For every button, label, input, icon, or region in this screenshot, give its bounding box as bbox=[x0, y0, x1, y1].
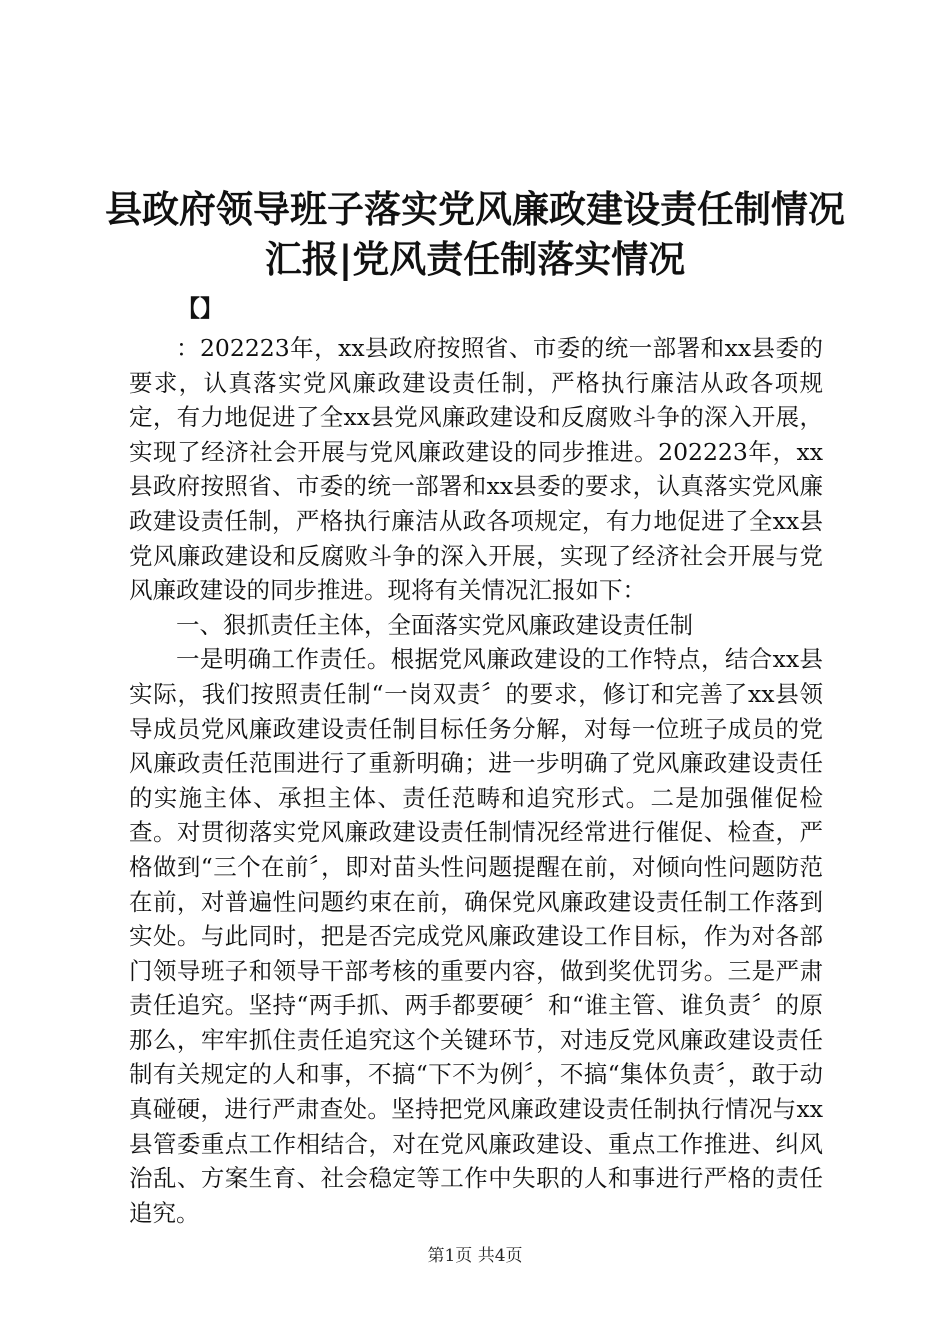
document-title-line-2: 汇报|党风责任制落实情况 bbox=[264, 238, 686, 281]
body-paragraph-intro: ：202223年，xx县政府按照省、市委的统一部署和xx县委的要求，认真落实党风廉政建设责任制，严格执行廉洁从政各项规定，有力地促进了全xx县党风廉政建设和反腐败斗争的深入开展，实现了经济社会开展与党风廉政建设的同步推进。202223年，xx县政府按照省、市委的统一部署和xx县委的要求，认真落实党风廉政建设责任制，严格执行廉洁从政各项规定，有力地促进了全xx县党风廉政建设和反腐败斗争的深入开展，实现了经济社会开展与党风廉政建设的同步推进。现将有关情况汇报如下： bbox=[129, 334, 823, 605]
page-number-footer: 第1页 共4页 bbox=[427, 1246, 523, 1266]
bracket-marker: 【】 bbox=[177, 296, 223, 322]
body-paragraph-details: 一是明确工作责任。根据党风廉政建设的工作特点，结合xx县实际，我们按照责任制“一岗双责〞的要求，修订和完善了xx县领导成员党风廉政建设责任制目标任务分解，对每一位班子成员的党风廉政责任范围进行了重新明确；进一步明确了党风廉政建设责任的实施主体、承担主体、责任范畴和追究形式。二是加强催促检查。对贯彻落实党风廉政建设责任制情况经常进行催促、检查，严格做到“三个在前〞，即对苗头性问题提醒在前，对倾向性问题防范在前，对普遍性问题约束在前，确保党风廉政建设责任制工作落到实处。与此同时，把是否完成党风廉政建设工作目标，作为对各部门领导班子和领导干部考核的重要内容，做到奖优罚劣。三是严肃责任追究。坚持“两手抓、两手都要硬〞和“谁主管、谁负责〞的原那么，牢牢抓住责任追究这个关键环节，对违反党风廉政建设责任制有关规定的人和事，不搞“下不为例〞，不搞“集体负责〞，敢于动真碰硬，进行严肃查处。坚持把党风廉政建设责任制执行情况与xx县管委重点工作相结合，对在党风廉政建设、重点工作推进、纠风治乱、方案生育、社会稳定等工作中失职的人和事进行严格的责任追究。 bbox=[129, 645, 823, 1227]
body-paragraph-section-heading: 一、狠抓责任主体，全面落实党风廉政建设责任制 bbox=[176, 610, 693, 639]
document-body bbox=[129, 331, 823, 1230]
document-title-line-1: 县政府领导班子落实党风廉政建设责任制情况 bbox=[105, 188, 845, 231]
